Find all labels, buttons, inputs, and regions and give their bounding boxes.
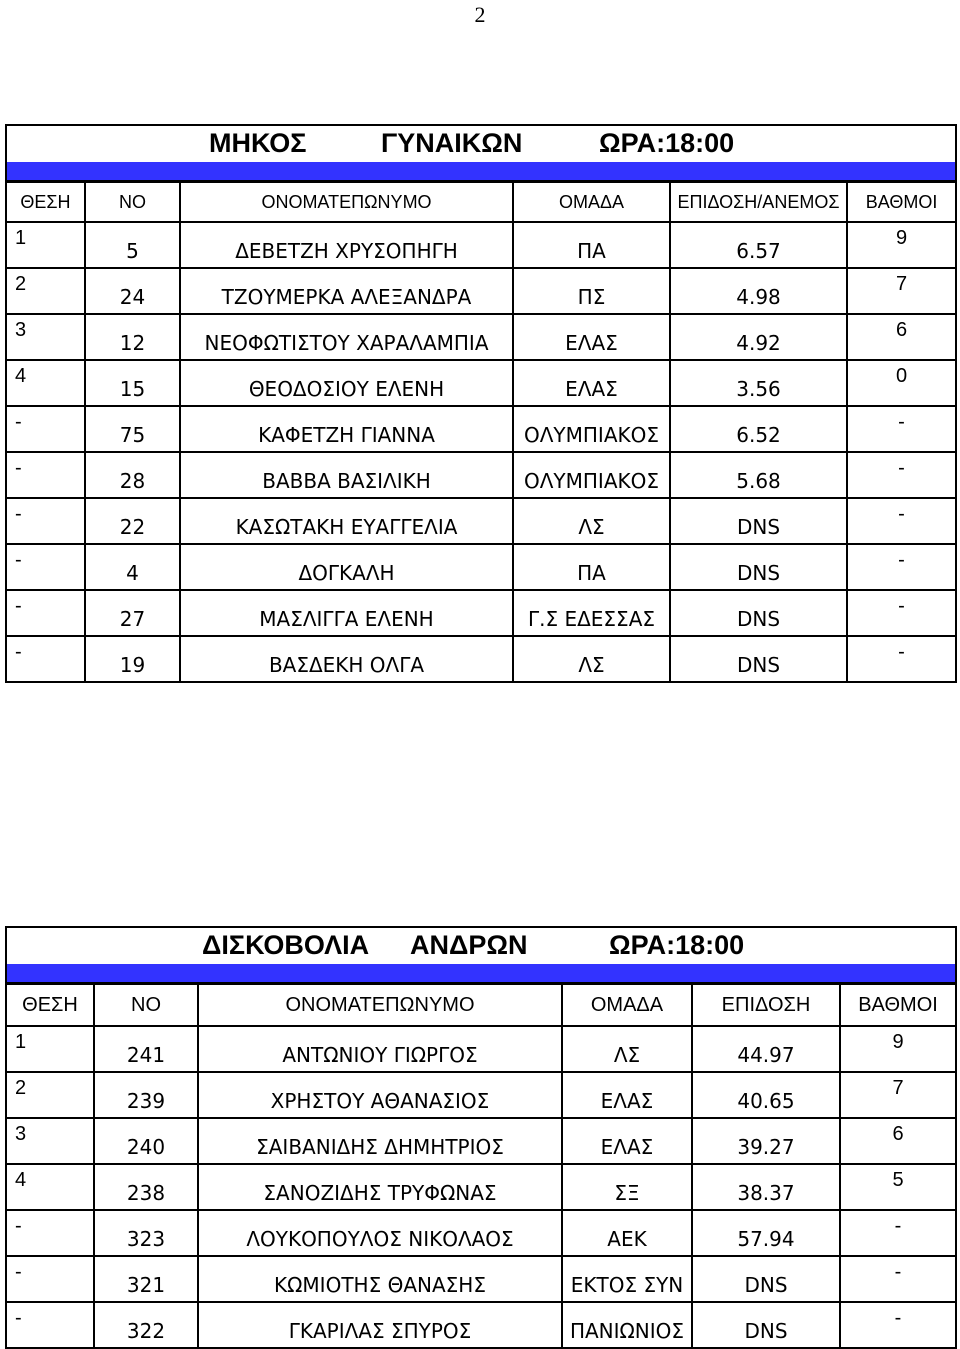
athlete-name-cell: ΧΡΗΣΤΟΥ ΑΘΑΝΑΣΙΟΣ (198, 1072, 562, 1118)
mark-cell: 38.37 (692, 1164, 840, 1210)
header-place: ΘΕΣΗ (6, 182, 85, 223)
place-cell: - (6, 1302, 94, 1348)
athlete-name-cell: ΒΑΣΔΕΚΗ ΟΛΓΑ (180, 636, 513, 682)
team-cell: ΕΛΑΣ (513, 360, 670, 406)
team-cell: Γ.Σ ΕΔΕΣΣΑΣ (513, 590, 670, 636)
athlete-name-cell: ΜΑΣΛΙΓΓΑ ΕΛΕΝΗ (180, 590, 513, 636)
bib-number-cell: 238 (94, 1164, 198, 1210)
bib-number-cell: 19 (85, 636, 180, 682)
team-cell: ΟΛΥΜΠΙΑΚΟΣ (513, 452, 670, 498)
mark-cell: 6.52 (670, 406, 847, 452)
result-row (6, 1072, 956, 1118)
points-cell: - (847, 498, 956, 544)
place-cell: - (6, 1256, 94, 1302)
result-row (6, 268, 956, 314)
header-name: ΟΝΟΜΑΤΕΠΩΝΥΜΟ (180, 182, 513, 223)
bib-number-cell: 240 (94, 1118, 198, 1164)
bib-number-cell: 28 (85, 452, 180, 498)
results-sheet-discus (5, 926, 955, 1349)
title-row (6, 927, 956, 964)
team-cell: ΠΑ (513, 222, 670, 268)
points-cell: - (847, 590, 956, 636)
bib-number-cell: 12 (85, 314, 180, 360)
points-cell: 0 (847, 360, 956, 406)
bib-number-cell: 15 (85, 360, 180, 406)
points-cell: - (840, 1210, 956, 1256)
mark-cell: 3.56 (670, 360, 847, 406)
points-cell: 7 (840, 1072, 956, 1118)
header-row (6, 984, 956, 1027)
category-title: ΑΝΔΡΩΝ (410, 930, 528, 960)
header-place: ΘΕΣΗ (6, 984, 94, 1027)
mark-cell: DNS (670, 544, 847, 590)
mark-cell: DNS (670, 498, 847, 544)
team-cell: ΠΣ (513, 268, 670, 314)
result-row (6, 360, 956, 406)
athlete-name-cell: ΣΑΝΟΖΙΔΗΣ ΤΡΥΦΩΝΑΣ (198, 1164, 562, 1210)
place-cell: - (6, 636, 85, 682)
mark-cell: DNS (692, 1256, 840, 1302)
team-cell: ΑΕΚ (562, 1210, 692, 1256)
header-name: ΟΝΟΜΑΤΕΠΩΝΥΜΟ (198, 984, 562, 1027)
header-no: ΝΟ (94, 984, 198, 1027)
team-cell: ΕΚΤΟΣ ΣΥΝ (562, 1256, 692, 1302)
result-row (6, 590, 956, 636)
result-row (6, 636, 956, 682)
result-row (6, 1026, 956, 1072)
place-cell: - (6, 406, 85, 452)
result-row (6, 406, 956, 452)
points-cell: - (847, 544, 956, 590)
results-table (5, 124, 957, 683)
mark-cell: 40.65 (692, 1072, 840, 1118)
team-cell: ΕΛΑΣ (513, 314, 670, 360)
team-cell: ΟΛΥΜΠΙΑΚΟΣ (513, 406, 670, 452)
bib-number-cell: 5 (85, 222, 180, 268)
bib-number-cell: 241 (94, 1026, 198, 1072)
header-mark: ΕΠΙΔΟΣΗ/ΑΝΕΜΟΣ (670, 182, 847, 223)
mark-cell: 6.57 (670, 222, 847, 268)
bib-number-cell: 239 (94, 1072, 198, 1118)
result-row (6, 314, 956, 360)
title-band (6, 162, 956, 182)
result-row (6, 452, 956, 498)
points-cell: - (847, 636, 956, 682)
athlete-name-cell: ΚΑΦΕΤΖΗ ΓΙΑΝΝΑ (180, 406, 513, 452)
team-cell: ΠΑ (513, 544, 670, 590)
time-title: ΩΡΑ:18:00 (609, 930, 745, 960)
athlete-name-cell: ΔΟΓΚΑΛΗ (180, 544, 513, 590)
team-cell: ΛΣ (562, 1026, 692, 1072)
header-points: ΒΑΘΜΟΙ (847, 182, 956, 223)
bib-number-cell: 22 (85, 498, 180, 544)
athlete-name-cell: ΚΩΜΙΟΤΗΣ ΘΑΝΑΣΗΣ (198, 1256, 562, 1302)
place-cell: - (6, 544, 85, 590)
title-band (6, 964, 956, 984)
place-cell: 1 (6, 222, 85, 268)
page-number: 2 (474, 2, 486, 27)
team-cell: ΕΛΑΣ (562, 1072, 692, 1118)
mark-cell: 44.97 (692, 1026, 840, 1072)
team-cell: ΕΛΑΣ (562, 1118, 692, 1164)
result-row (6, 498, 956, 544)
points-cell: 5 (840, 1164, 956, 1210)
mark-cell: DNS (692, 1302, 840, 1348)
place-cell: 2 (6, 1072, 94, 1118)
bib-number-cell: 323 (94, 1210, 198, 1256)
athlete-name-cell: ΔΕΒΕΤΖΗ ΧΡΥΣΟΠΗΓΗ (180, 222, 513, 268)
place-cell: - (6, 452, 85, 498)
place-cell: 3 (6, 1118, 94, 1164)
mark-cell: DNS (670, 636, 847, 682)
athlete-name-cell: ΑΝΤΩΝΙΟΥ ΓΙΩΡΓΟΣ (198, 1026, 562, 1072)
place-cell: - (6, 498, 85, 544)
points-cell: 6 (840, 1118, 956, 1164)
event-title: ΜΗΚΟΣ (209, 128, 307, 158)
place-cell: - (6, 1210, 94, 1256)
header-no: ΝΟ (85, 182, 180, 223)
result-row (6, 1164, 956, 1210)
athlete-name-cell: ΘΕΟΔΟΣΙΟΥ ΕΛΕΝΗ (180, 360, 513, 406)
mark-cell: 4.98 (670, 268, 847, 314)
results-sheet-long-jump (5, 124, 955, 683)
result-row (6, 544, 956, 590)
points-cell: - (847, 452, 956, 498)
place-cell: 4 (6, 1164, 94, 1210)
result-row (6, 1118, 956, 1164)
team-cell: ΛΣ (513, 636, 670, 682)
athlete-name-cell: ΣΑΙΒΑΝΙΔΗΣ ΔΗΜΗΤΡΙΟΣ (198, 1118, 562, 1164)
place-cell: 2 (6, 268, 85, 314)
team-cell: ΠΑΝΙΩΝΙΟΣ (562, 1302, 692, 1348)
header-mark: ΕΠΙΔΟΣΗ (692, 984, 840, 1027)
result-row (6, 222, 956, 268)
points-cell: - (840, 1302, 956, 1348)
header-team: ΟΜΑΔΑ (513, 182, 670, 223)
result-row (6, 1256, 956, 1302)
result-row (6, 1302, 956, 1348)
header-team: ΟΜΑΔΑ (562, 984, 692, 1027)
title-row (6, 125, 956, 162)
place-cell: - (6, 590, 85, 636)
team-cell: ΣΞ (562, 1164, 692, 1210)
athlete-name-cell: ΒΑΒΒΑ ΒΑΣΙΛΙΚΗ (180, 452, 513, 498)
points-cell: - (840, 1256, 956, 1302)
points-cell: 6 (847, 314, 956, 360)
points-cell: 7 (847, 268, 956, 314)
athlete-name-cell: ΚΑΣΩΤΑΚΗ ΕΥΑΓΓΕΛΙΑ (180, 498, 513, 544)
athlete-name-cell: ΤΖΟΥΜΕΡΚΑ ΑΛΕΞΑΝΔΡΑ (180, 268, 513, 314)
place-cell: 3 (6, 314, 85, 360)
mark-cell: 39.27 (692, 1118, 840, 1164)
points-cell: - (847, 406, 956, 452)
event-title: ΔΙΣΚΟΒΟΛΙΑ (202, 930, 370, 960)
results-table (5, 926, 957, 1349)
mark-cell: 57.94 (692, 1210, 840, 1256)
header-row (6, 182, 956, 223)
athlete-name-cell: ΛΟΥΚΟΠΟΥΛΟΣ ΝΙΚΟΛΑΟΣ (198, 1210, 562, 1256)
mark-cell: 5.68 (670, 452, 847, 498)
bib-number-cell: 27 (85, 590, 180, 636)
athlete-name-cell: ΝΕΟΦΩΤΙΣΤΟΥ ΧΑΡΑΛΑΜΠΙΑ (180, 314, 513, 360)
bib-number-cell: 4 (85, 544, 180, 590)
mark-cell: DNS (670, 590, 847, 636)
bib-number-cell: 75 (85, 406, 180, 452)
bib-number-cell: 24 (85, 268, 180, 314)
bib-number-cell: 321 (94, 1256, 198, 1302)
points-cell: 9 (840, 1026, 956, 1072)
bib-number-cell: 322 (94, 1302, 198, 1348)
mark-cell: 4.92 (670, 314, 847, 360)
time-title: ΩΡΑ:18:00 (599, 128, 735, 158)
athlete-name-cell: ΓΚΑΡΙΛΑΣ ΣΠΥΡΟΣ (198, 1302, 562, 1348)
result-row (6, 1210, 956, 1256)
place-cell: 4 (6, 360, 85, 406)
team-cell: ΛΣ (513, 498, 670, 544)
category-title: ΓΥΝΑΙΚΩΝ (381, 128, 523, 158)
header-points: ΒΑΘΜΟΙ (840, 984, 956, 1027)
place-cell: 1 (6, 1026, 94, 1072)
points-cell: 9 (847, 222, 956, 268)
